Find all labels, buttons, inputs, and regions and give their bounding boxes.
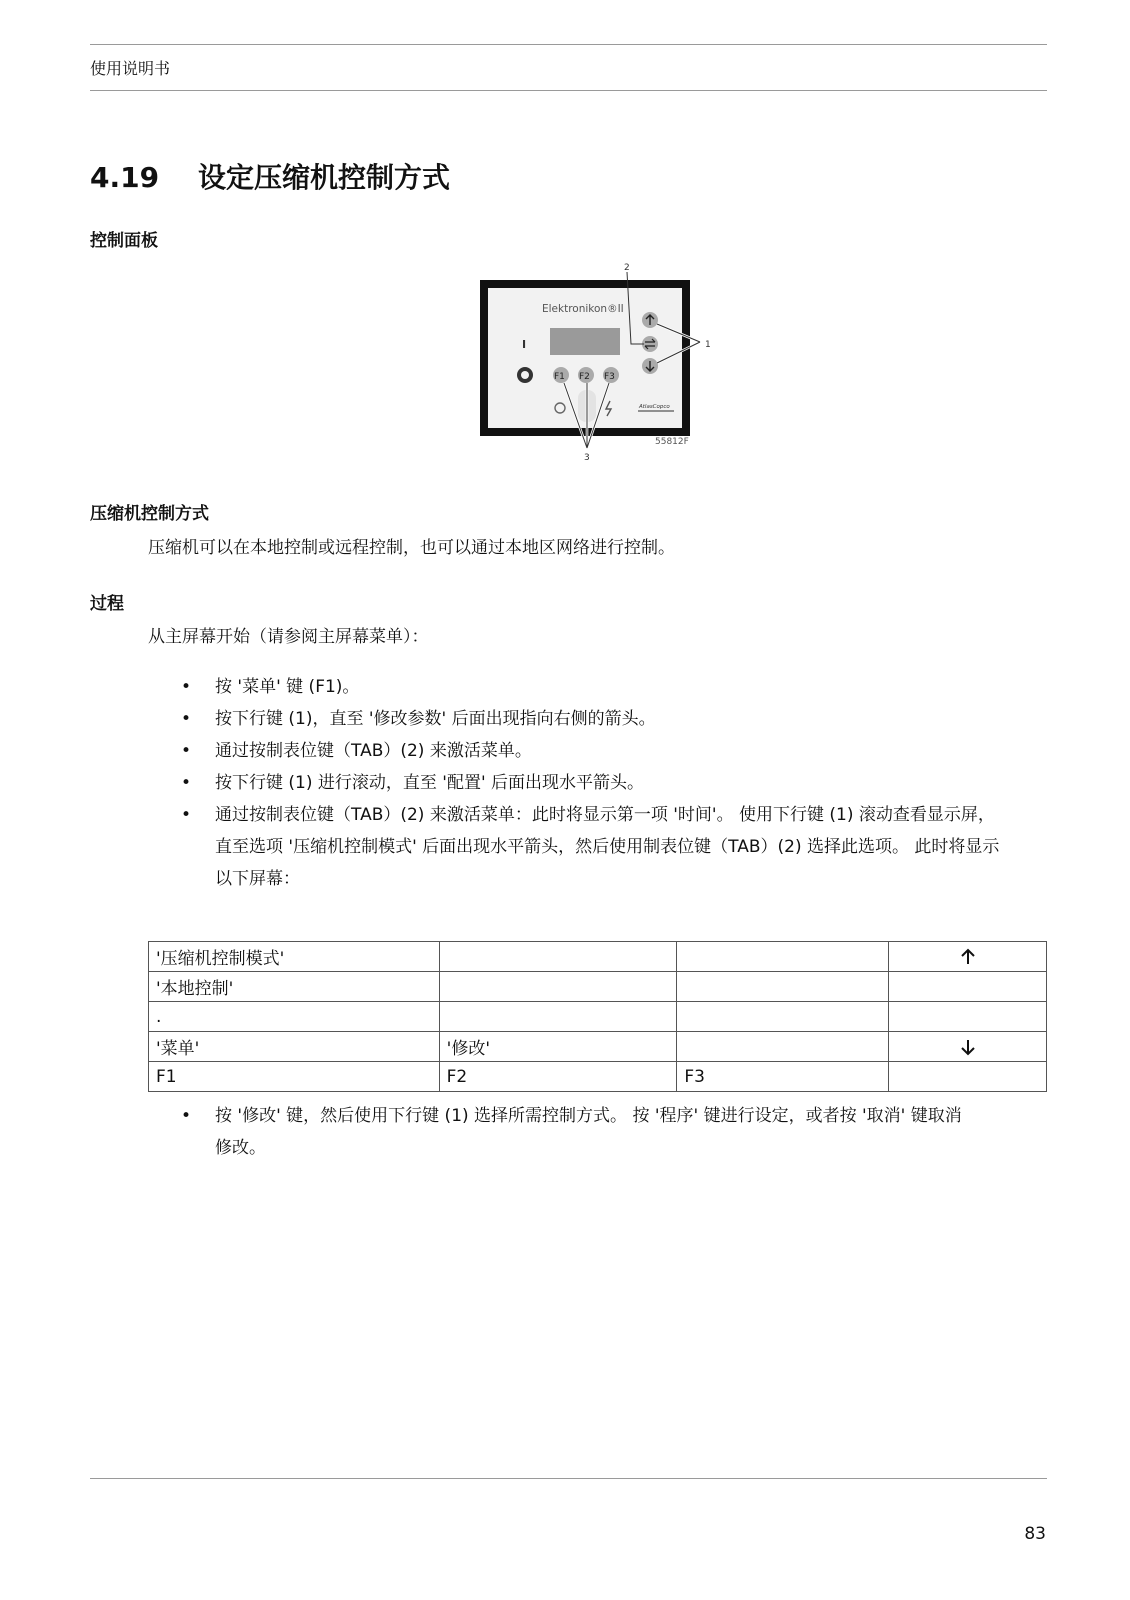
down-arrow-icon	[960, 1038, 976, 1056]
table-cell	[889, 972, 1047, 1002]
page-number: 83	[1024, 1524, 1046, 1544]
table-cell	[677, 1032, 889, 1062]
f1-key-label: F1	[554, 372, 565, 382]
tab-key	[642, 336, 658, 352]
header-bottom-rule	[90, 90, 1047, 91]
procedure-step: • 按 '菜单' 键 (F1)。	[175, 671, 1035, 703]
control-mode-text: 压缩机可以在本地控制或远程控制，也可以通过本地区网络进行控制。	[148, 538, 675, 558]
procedure-heading: 过程	[90, 594, 124, 614]
table-cell	[439, 1002, 677, 1032]
table-cell: '菜单'	[149, 1032, 440, 1062]
section-title: 设定压缩机控制方式	[198, 161, 451, 194]
panel-brand: Elektronikon®II	[542, 303, 624, 315]
header-top-rule	[90, 44, 1047, 45]
control-panel-figure	[478, 262, 728, 471]
header-title: 使用说明书	[90, 59, 171, 78]
table-row	[149, 1032, 1047, 1062]
procedure-step: • 通过按制表位键（TAB）(2) 来激活菜单。	[175, 735, 1035, 767]
footer-rule	[90, 1478, 1047, 1479]
table-cell	[677, 942, 889, 972]
callout-1-label: 1	[705, 340, 711, 350]
section-heading	[90, 156, 450, 196]
table-cell-up-arrow	[889, 942, 1047, 972]
procedure-final-steps	[175, 1100, 1035, 1164]
table-cell	[889, 1002, 1047, 1032]
procedure-step: • 按下行键 (1)，直至 '修改参数' 后面出现指向右侧的箭头。	[175, 703, 1035, 735]
table-cell: '修改'	[439, 1032, 677, 1062]
control-panel-illustration	[478, 262, 728, 467]
up-arrow-icon	[960, 948, 976, 966]
table-cell: F2	[439, 1062, 677, 1092]
table-row	[149, 1002, 1047, 1032]
stop-button-ring	[521, 371, 529, 379]
table-row	[149, 942, 1047, 972]
callout-2-label: 2	[624, 263, 630, 273]
atlas-copco-logo: AtlasCopco	[639, 404, 670, 410]
procedure-step: • 按下行键 (1) 进行滚动，直至 '配置' 后面出现水平箭头。	[175, 767, 1035, 799]
table-row	[149, 1062, 1047, 1092]
figure-code: 55812F	[655, 437, 689, 447]
procedure-step: • 通过按制表位键（TAB）(2) 来激活菜单：此时将显示第一项 '时间'。 使用下行键 (1) 滚动查看显示屏，直至选项 '压缩机控制模式' 后面出现水平箭头，然后使用制表位键（TAB）(2) 选择此选项。 此时将显示以下屏幕：	[175, 799, 1005, 895]
table-cell	[677, 972, 889, 1002]
procedure-steps	[175, 671, 1035, 895]
table-cell: '压缩机控制模式'	[149, 942, 440, 972]
display-screen-table	[148, 941, 1047, 1092]
procedure-step: • 按 '修改' 键，然后使用下行键 (1) 选择所需控制方式。 按 '程序' 键进行设定，或者按 '取消' 键取消修改。	[175, 1100, 975, 1164]
section-number: 4.19	[90, 161, 160, 194]
table-cell	[439, 942, 677, 972]
f3-key-label: F3	[604, 372, 615, 382]
table-cell: '本地控制'	[149, 972, 440, 1002]
callout-3-label: 3	[584, 453, 590, 463]
table-cell	[439, 972, 677, 1002]
table-cell	[889, 1062, 1047, 1092]
control-panel-heading: 控制面板	[90, 231, 158, 251]
table-cell: F1	[149, 1062, 440, 1092]
start-button: I	[522, 338, 527, 351]
table-cell: F3	[677, 1062, 889, 1092]
table-cell-down-arrow	[889, 1032, 1047, 1062]
table-row	[149, 972, 1047, 1002]
control-mode-heading: 压缩机控制方式	[90, 504, 209, 524]
f2-key-label: F2	[579, 372, 590, 382]
table-cell: .	[149, 1002, 440, 1032]
panel-display	[550, 328, 620, 355]
table-cell	[677, 1002, 889, 1032]
procedure-intro: 从主屏幕开始（请参阅主屏幕菜单）：	[148, 627, 429, 647]
